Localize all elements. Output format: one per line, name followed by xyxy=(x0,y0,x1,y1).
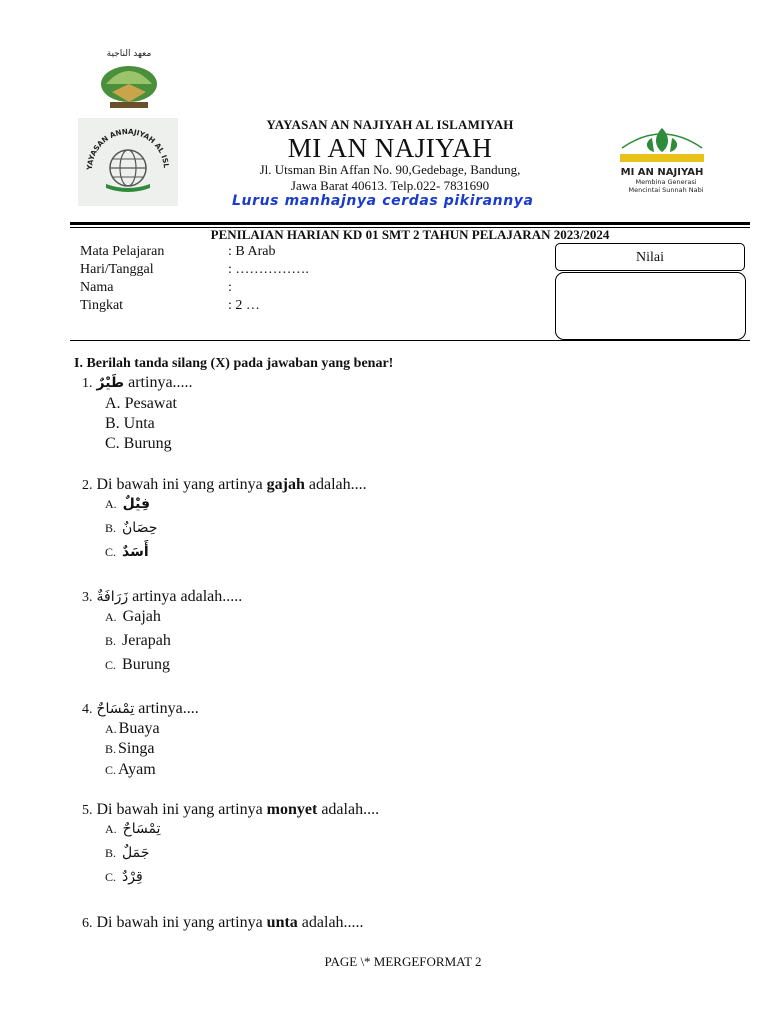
question-5 xyxy=(82,801,379,819)
option-a[interactable] xyxy=(105,820,160,838)
question-2 xyxy=(82,476,367,494)
option-arabic: جَمَلٌ xyxy=(122,845,150,861)
option-arabic: حِصَانٌ xyxy=(122,520,158,536)
option-text: Burung xyxy=(123,435,172,452)
section-instruction: I. Berilah tanda silang (X) pada jawaban yang benar! xyxy=(74,356,394,371)
option-c[interactable] xyxy=(105,656,170,674)
option-text: Jerapah xyxy=(122,632,171,649)
option-b[interactable] xyxy=(105,519,157,537)
question-text-end: adalah.... xyxy=(304,476,367,493)
option-letter: B. xyxy=(105,742,117,756)
question-arabic: زَرَافَةٌ xyxy=(96,589,129,605)
option-text: Burung xyxy=(122,656,171,673)
option-arabic: قِرْدٌ xyxy=(122,869,143,885)
option-letter: B. xyxy=(105,634,117,648)
question-keyword: monyet xyxy=(266,801,318,818)
logo-top-text: معهد الناجية xyxy=(106,49,152,59)
school-logo xyxy=(614,118,710,196)
foundation-logo xyxy=(78,118,178,206)
field-name xyxy=(80,280,232,296)
option-letter: B. xyxy=(105,415,120,432)
question-arabic: تِمْسَاحٌ xyxy=(96,701,135,717)
option-text: Singa xyxy=(118,740,155,757)
question-1 xyxy=(82,374,193,392)
field-value: : 2 … xyxy=(228,298,260,313)
foundation-name: YAYASAN AN NAJIYAH AL ISLAMIYAH xyxy=(266,117,514,132)
option-text: Unta xyxy=(123,415,155,432)
info-divider xyxy=(70,340,750,341)
question-arabic: طَيْرٌ xyxy=(96,375,125,391)
score-box xyxy=(555,272,746,340)
question-number: 6. xyxy=(82,916,93,931)
question-text: Di bawah ini yang artinya xyxy=(96,801,267,818)
question-number: 3. xyxy=(82,590,93,605)
option-a[interactable] xyxy=(105,395,177,413)
question-text: artinya..... xyxy=(124,374,193,391)
school-name: MI AN NAJIYAH xyxy=(287,133,493,163)
page-footer: PAGE \* MERGEFORMAT 2 xyxy=(324,954,482,969)
question-text-end: adalah..... xyxy=(297,914,364,931)
option-a[interactable] xyxy=(105,720,160,738)
option-letter: A. xyxy=(105,395,121,412)
header-divider xyxy=(70,222,750,225)
logo-right-name: MI AN NAJIYAH xyxy=(620,167,704,178)
field-label: Tingkat xyxy=(80,298,124,313)
question-number: 4. xyxy=(82,702,93,717)
option-a[interactable] xyxy=(105,495,150,513)
question-text: artinya adalah..... xyxy=(128,588,243,605)
option-letter: A. xyxy=(105,610,117,624)
question-6 xyxy=(82,914,364,932)
option-letter: A. xyxy=(105,722,117,736)
field-date xyxy=(80,262,309,278)
address-line-1: Jl. Utsman Bin Affan No. 90,Gedebage, Bandung, xyxy=(259,162,521,177)
option-letter: C. xyxy=(105,545,117,559)
option-arabic: فِيْلٌ xyxy=(122,496,151,512)
field-label: Nama xyxy=(80,280,114,295)
institute-logo xyxy=(96,44,162,116)
option-c[interactable] xyxy=(105,543,149,561)
option-b[interactable] xyxy=(105,415,155,433)
question-number: 2. xyxy=(82,478,93,493)
svg-text:YAYASAN ANNAJIYAH AL ISLAMY xyxy=(78,118,171,171)
question-3 xyxy=(82,588,242,606)
field-label: Mata Pelajaran xyxy=(80,244,165,259)
score-label: Nilai xyxy=(555,243,745,271)
question-text: artinya.... xyxy=(134,700,199,717)
option-b[interactable] xyxy=(105,632,171,650)
option-arabic: تِمْسَاحٌ xyxy=(122,821,161,837)
option-letter: A. xyxy=(105,822,117,836)
option-text: Gajah xyxy=(122,608,161,625)
question-keyword: unta xyxy=(266,914,298,931)
school-motto: Lurus manhajnya cerdas pikirannya xyxy=(232,193,534,209)
question-text: Di bawah ini yang artinya xyxy=(96,476,267,493)
field-grade xyxy=(80,298,260,314)
option-letter: C. xyxy=(105,435,120,452)
question-text: Di bawah ini yang artinya xyxy=(96,914,267,931)
option-letter: C. xyxy=(105,870,117,884)
option-arabic: أَسَدٌ xyxy=(122,544,149,560)
option-a[interactable] xyxy=(105,608,161,626)
option-b[interactable] xyxy=(105,740,154,758)
option-text: Ayam xyxy=(118,761,156,778)
address-line-2: Jawa Barat 40613. Telp.022- 7831690 xyxy=(290,178,490,193)
option-letter: C. xyxy=(105,763,117,777)
option-letter: B. xyxy=(105,521,117,535)
option-text: Pesawat xyxy=(124,395,177,412)
field-value: : ……………. xyxy=(228,262,309,277)
question-keyword: gajah xyxy=(266,476,305,493)
option-c[interactable] xyxy=(105,435,172,453)
field-label: Hari/Tanggal xyxy=(80,262,154,277)
question-number: 1. xyxy=(82,376,93,391)
option-c[interactable] xyxy=(105,868,143,886)
field-subject xyxy=(80,244,275,260)
option-b[interactable] xyxy=(105,844,149,862)
option-letter: A. xyxy=(105,497,117,511)
option-letter: B. xyxy=(105,846,117,860)
option-c[interactable] xyxy=(105,761,156,779)
question-number: 5. xyxy=(82,803,93,818)
assessment-title: PENILAIAN HARIAN KD 01 SMT 2 TAHUN PELAJARAN 2023/2024 xyxy=(210,227,610,242)
logo-right-tagline1: Membina Generasi xyxy=(635,178,697,186)
question-text-end: adalah.... xyxy=(317,801,380,818)
logo-right-tagline2: Mencintai Sunnah Nabi xyxy=(628,186,704,194)
option-text: Buaya xyxy=(118,720,160,737)
field-value: : xyxy=(228,280,232,295)
field-value: : B Arab xyxy=(228,244,276,259)
question-4 xyxy=(82,700,199,718)
option-letter: C. xyxy=(105,658,117,672)
logo-left-text: YAYASAN ANNAJIYAH AL ISL xyxy=(84,126,171,171)
